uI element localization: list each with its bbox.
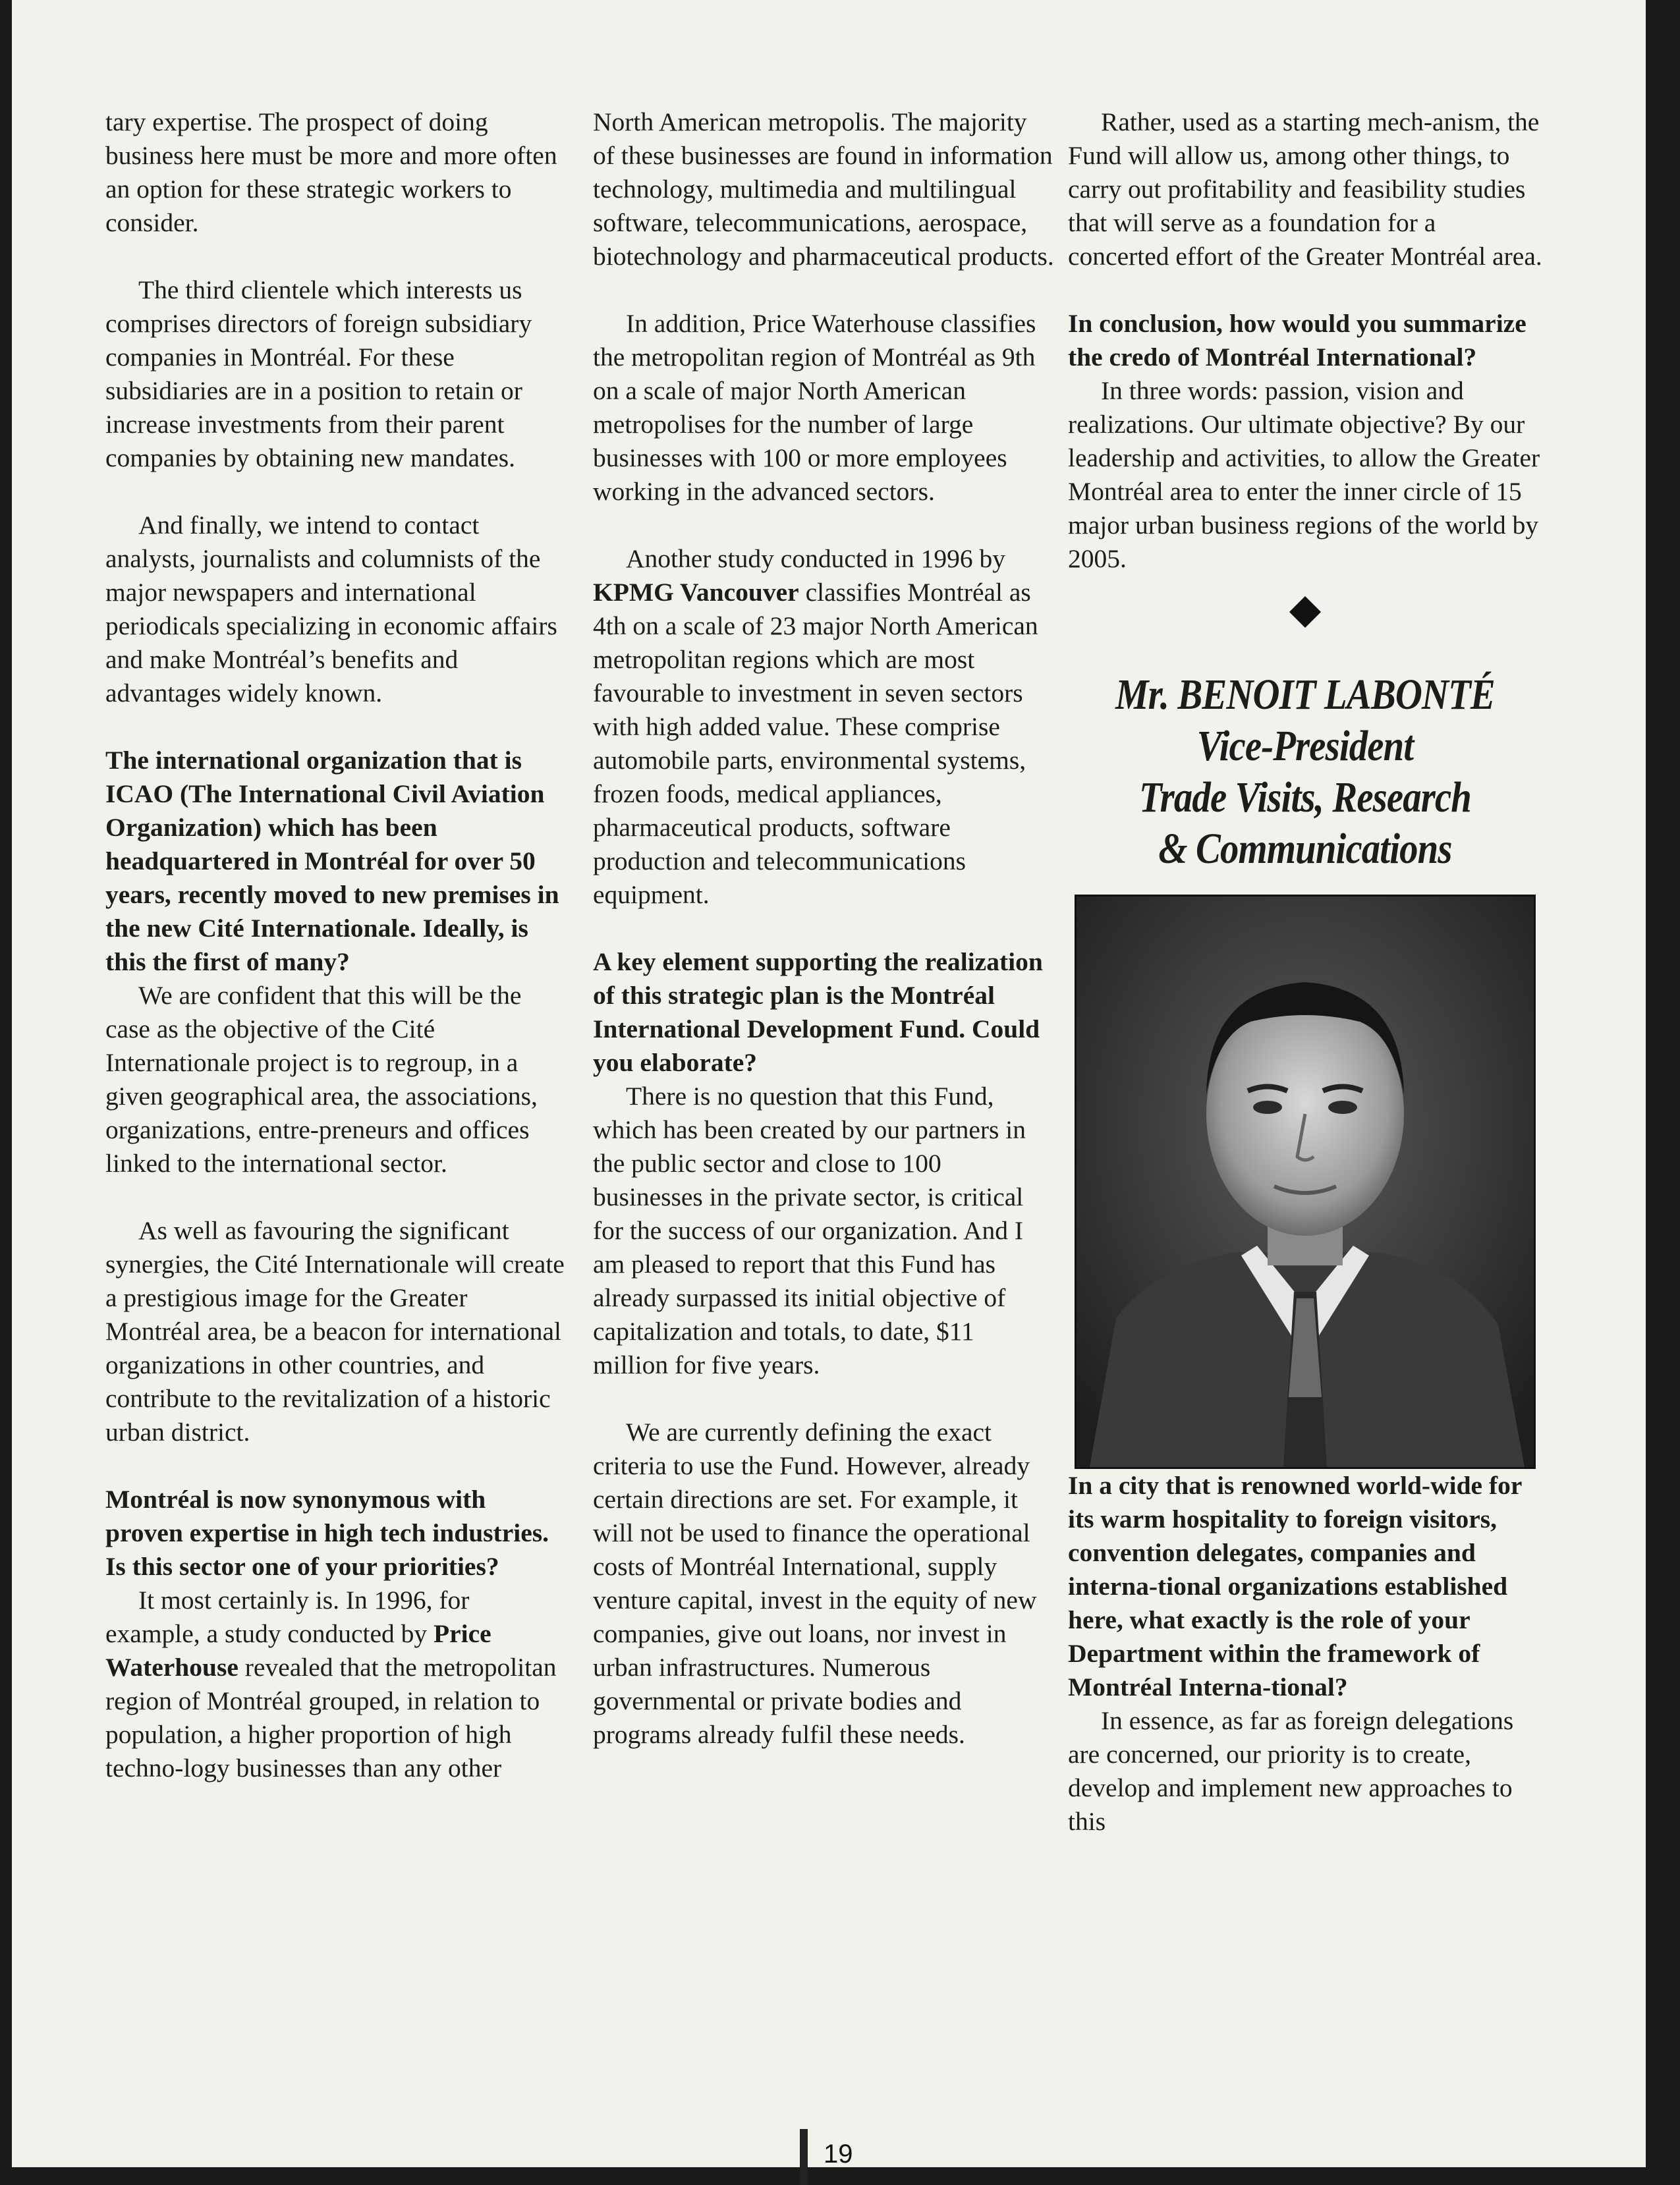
portrait-illustration: [1077, 897, 1534, 1467]
department-line: Trade Visits, Research: [1138, 773, 1472, 821]
paragraph: Another study conducted in 1996 by KPMG Vancouver classifies Montréal as 4th on a scale of 23 major North American metropolitan regions which are most favourable to investment in seven sectors with high added value. These comprise automobile parts, environmental systems, frozen foods, medical appliances, pharmaceutical products, software production and telecommunications equipment.: [593, 544, 1038, 909]
magazine-page: [12, 0, 1646, 2167]
interview-question: In a city that is renowned world-wide for its warm hospitality to foreign visitors, convention delegates, companies and interna-tional organizations established here, what exactly is the role of your Department within the framework of Montréal Interna-tional?: [1068, 1471, 1522, 1701]
portrait-photo: [1075, 895, 1536, 1469]
page-number: 19: [824, 2140, 853, 2169]
person-name: Mr. BENOIT LABONTÉ: [1115, 671, 1495, 719]
paragraph: As well as favouring the significant synergies, the Cité Internationale will create a prestigious image for the Greater Montréal area, be a beacon for international organizations in other countries, and contribute to the revitalization of a historic urban district.: [105, 1216, 565, 1447]
paragraph: tary expertise. The prospect of doing business here must be more and more often an option for these strategic workers to consider.: [105, 107, 557, 237]
diamond-icon: [1289, 596, 1321, 628]
company-name: KPMG Vancouver: [593, 578, 799, 607]
paragraph: In addition, Price Waterhouse classifies the metropolitan region of Montréal as 9th on a scale of major North American metropolises for the number of large businesses with 100 or more employees working in the advanced sectors.: [593, 309, 1036, 506]
paragraph: And finally, we intend to contact analysts, journalists and columnists of the major newspapers and international periodicals specializing in economic affairs and make Montréal’s benefits and advantages widely known.: [105, 511, 557, 707]
profile-heading: [1101, 669, 1509, 875]
paragraph: We are confident that this will be the case as the objective of the Cité Internationale project is to regroup, in a given geographical area, the associations, organizations, entre-preneurs and offices linked to the international sector.: [105, 981, 538, 1178]
paragraph: In essence, as far as foreign delegations are concerned, our priority is to create, develop and implement new approaches to this: [1068, 1706, 1514, 1836]
column-2: [593, 105, 1054, 1752]
interview-question: Montréal is now synonymous with proven expertise in high tech industries. Is this sector one of your priorities?: [105, 1485, 549, 1581]
company-name: Price Waterhouse: [105, 1619, 491, 1682]
paragraph: The third clientele which interests us comprises directors of foreign subsidiary companies in Montréal. For these subsidiaries are in a position to retain or increase investments from their parent companies by obtaining new mandates.: [105, 275, 532, 472]
interview-question: A key element supporting the realization of this strategic plan is the Montréal International Development Fund. Could you elaborate?: [593, 947, 1043, 1077]
paragraph: In three words: passion, vision and realizations. Our ultimate objective? By our leadership and activities, to allow the Greater Montréal area to enter the inner circle of 15 major urban business regions of the world by 2005.: [1068, 376, 1540, 573]
interview-question: The international organization that is ICAO (The International Civil Aviation Organization) which has been headquartered in Montréal for over 50 years, recently moved to new premises in the new Cité Internationale. Ideally, is this the first of many?: [105, 746, 559, 976]
column-1: [105, 105, 567, 1785]
interview-question: In conclusion, how would you summarize the credo of Montréal International?: [1068, 309, 1526, 372]
page-number-rule: [800, 2129, 808, 2185]
paragraph: North American metropolis. The majority of these businesses are found in information technology, multimedia and multilingual software, telecommunications, aerospace, biotechnology and pharmaceutical products.: [593, 107, 1054, 271]
paragraph: There is no question that this Fund, which has been created by our partners in the public sector and close to 100 businesses in the private sector, is critical for the success of our organization. And I am pleased to report that this Fund has already surpassed its initial objective of capitalization and totals, to date, $11 million for five years.: [593, 1082, 1026, 1379]
paragraph: We are currently defining the exact criteria to use the Fund. However, already certain directions are set. For example, it will not be used to finance the operational costs of Montréal International, supply venture capital, invest in the equity of new companies, give out loans, nor invest in urban infrastructures. Numerous governmental or private bodies and programs already fulfil these needs.: [593, 1418, 1037, 1749]
person-title: Vice-President: [1196, 722, 1414, 770]
paragraph: Rather, used as a starting mech-anism, the Fund will allow us, among other things, to carry out profitability and feasibility studies that will serve as a foundation for a concerted effort of the Greater Montréal area.: [1068, 107, 1542, 271]
paragraph: It most certainly is. In 1996, for example, a study conducted by Price Waterhouse revealed that the metropolitan region of Montréal grouped, in relation to population, a higher proportion of high techno-logy businesses than any other: [105, 1586, 557, 1783]
department-line: & Communications: [1158, 825, 1452, 873]
section-divider: [1068, 598, 1542, 638]
column-3: [1068, 105, 1542, 1839]
